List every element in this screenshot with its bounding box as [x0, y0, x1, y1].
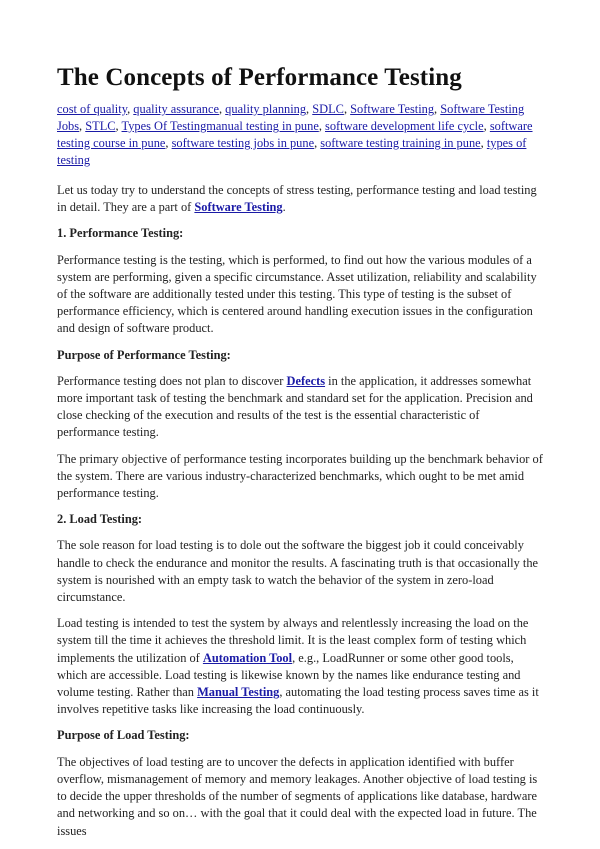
paragraph: Performance testing does not plan to discover Defects in the application, it addresses somewhat more important task of testing the benchmark and standard set for the application. Precision and close checking of the execution and results of the test is the essential characteristic of performance testing. [57, 373, 533, 440]
section-heading-performance: 1. Performance Testing: [57, 226, 184, 241]
tag-link[interactable]: Software Testing [350, 102, 435, 116]
paragraph: Load testing is intended to test the system by always and relentlessly increasing the load on the system till the time it achieves the threshold limit. It is the least complex form of testing which implements the utilization of Automation Tool, e.g., LoadRunner or some other good tools, which are accessible. Load testing is likewise known by the names like endurance testing and volume testing. Rather than Manual Testing, automating the load testing process saves time as it involves repetitive tasks like increasing the load continuously. [57, 616, 539, 717]
tag-link[interactable]: cost of quality [57, 102, 128, 116]
tag-link[interactable]: software testing training in pune [320, 136, 481, 150]
intro-paragraph: Let us today try to understand the concepts of stress testing, performance testing and load testing in detail. They are a part of Software Testing. [57, 183, 537, 215]
section-heading-load: 2. Load Testing: [57, 512, 143, 527]
tag-separator: , [218, 102, 226, 116]
tag-link[interactable]: Types Of Testingmanual testing in pune [121, 119, 319, 133]
tag-list [57, 101, 547, 169]
page-title: The Concepts of Performance Testing [57, 64, 462, 91]
automation-tool-link[interactable]: Automation Tool [202, 650, 293, 665]
subheading-purpose-performance: Purpose of Performance Testing: [57, 347, 231, 362]
tag-link[interactable]: Software Testing Jobs [57, 102, 525, 133]
tag-link[interactable]: quality assurance [133, 102, 219, 116]
paragraph: The objectives of load testing are to uncover the defects in application identified with buffer overflow, mismanagement of memory and memory leakages. Another objective of load testing is to decide the upper thresholds of the number of segments of applications like database, hardware and networking and so on… with the goal that it could deal with the expected load in future. The issues [57, 754, 538, 838]
tag-separator: , [165, 136, 172, 150]
tag-separator: , [115, 119, 122, 133]
tag-link[interactable]: types of testing [57, 136, 527, 167]
tag-link[interactable]: software testing jobs in pune [171, 136, 315, 150]
article-body [57, 182, 545, 849]
tag-separator: , [483, 119, 490, 133]
manual-testing-link[interactable]: Manual Testing [197, 685, 280, 700]
tag-separator: , [434, 102, 441, 116]
tag-link[interactable]: quality planning [225, 102, 307, 116]
tag-separator: , [127, 102, 134, 116]
paragraph: The sole reason for load testing is to dole out the software the biggest job it could conceivably handle to check the endurance and monitor the results. A fascinating truth is that occasionally the system is nourished with an empty task to watch the behavior of the system in zero-load circumstance. [57, 538, 539, 605]
tag-separator: , [480, 136, 487, 150]
tag-separator: , [79, 119, 86, 133]
tag-link[interactable]: SDLC [312, 102, 344, 116]
tag-link[interactable]: software testing course in pune [57, 119, 533, 150]
defects-link[interactable]: Defects [286, 373, 326, 388]
tag-link[interactable]: software development life cycle [325, 119, 484, 133]
tag-separator: , [318, 119, 326, 133]
software-testing-link[interactable]: Software Testing [194, 200, 283, 215]
paragraph: Performance testing is the testing, which is performed, to find out how the various modules of a system are performing, given a specific circumstance. Asset utilization, reliability and scalability of the software are additionally tested under this testing. This type of testing is the subset of performance efficiency, which is centered around handling execution issues in the configuration and design of software product. [57, 252, 537, 336]
paragraph: The primary objective of performance testing incorporates building up the benchmark behavior of the system. There are various industry-characterized benchmarks, which ought to be met amid performance testing. [57, 451, 543, 501]
tag-separator: , [343, 102, 351, 116]
tag-separator: , [314, 136, 321, 150]
tag-link[interactable]: STLC [85, 119, 116, 133]
subheading-purpose-load: Purpose of Load Testing: [57, 728, 190, 743]
tag-separator: , [306, 102, 313, 116]
